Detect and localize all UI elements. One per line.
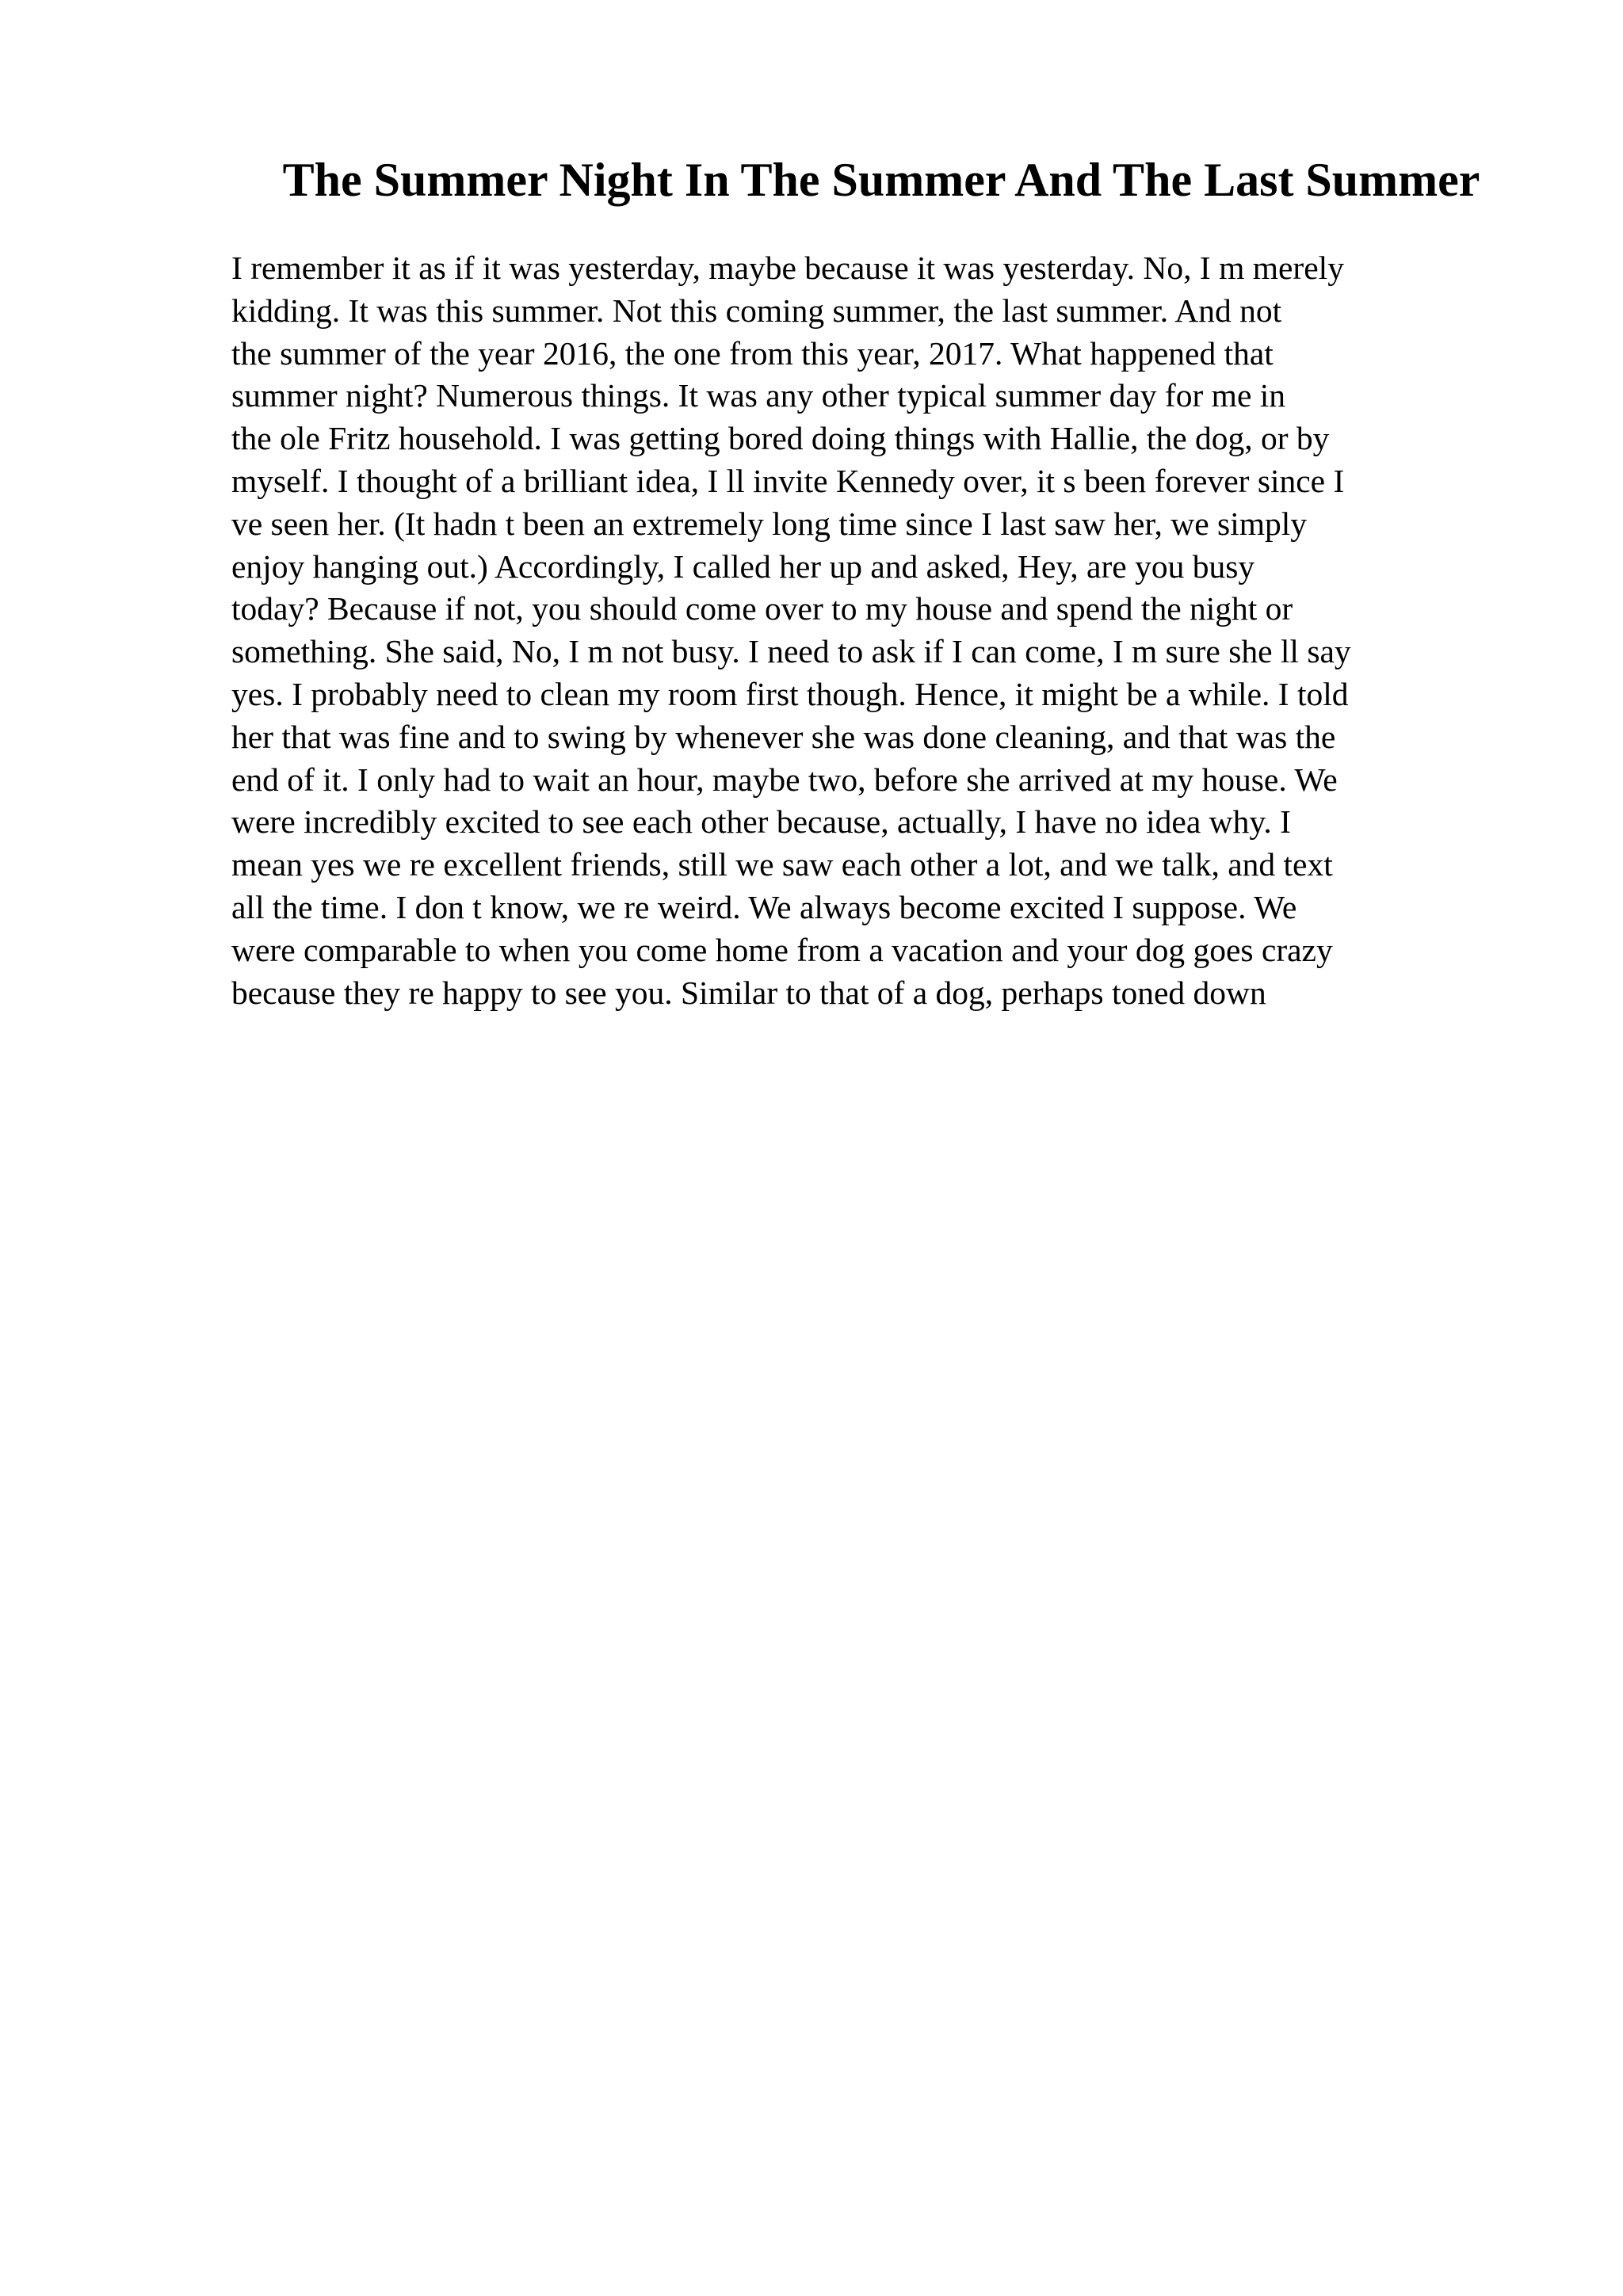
body-line-18: because they re happy to see you. Similar to that of a dog, perhaps toned down [231,974,1266,1011]
body-line-3: the summer of the year 2016, the one from this year, 2017. What happened that [231,334,1274,372]
body-line-17: were comparable to when you come home from a vacation and your dog goes crazy [231,931,1333,968]
body-line-8: enjoy hanging out.) Accordingly, I called her up and asked, Hey, are you busy [231,547,1255,585]
body-line-2: kidding. It was this summer. Not this coming summer, the last summer. And not [231,292,1282,329]
body-line-14: were incredibly excited to see each other because, actually, I have no idea why. I [231,803,1291,841]
body-line-12: her that was fine and to swing by whenever she was done cleaning, and that was the [231,718,1336,755]
body-line-11: yes. I probably need to clean my room first though. Hence, it might be a while. I told [231,675,1349,712]
document-title: The Summer Night In The Summer And The Last Summer [282,154,1480,206]
body-line-16: all the time. I don t know, we re weird. We always become excited I suppose. We [231,888,1297,925]
body-line-6: myself. I thought of a brilliant idea, I ll invite Kennedy over, it s been forever since I [231,462,1345,499]
body-line-4: summer night? Numerous things. It was any other typical summer day for me in [231,377,1286,414]
body-line-7: ve seen her. (It hadn t been an extremely long time since I last saw her, we simply [231,505,1308,542]
body-line-10: something. She said, No, I m not busy. I need to ask if I can come, I m sure she ll say [231,633,1351,670]
body-line-9: today? Because if not, you should come over to my house and spend the night or [231,590,1293,627]
document-body [231,247,1531,1014]
body-line-1: I remember it as if it was yesterday, maybe because it was yesterday. No, I m merely [231,250,1344,286]
body-line-15: mean yes we re excellent friends, still we saw each other a lot, and we talk, and text [231,846,1333,883]
body-line-13: end of it. I only had to wait an hour, maybe two, before she arrived at my house. We [231,761,1338,798]
body-line-5: the ole Fritz household. I was getting bored doing things with Hallie, the dog, or by [231,420,1330,457]
